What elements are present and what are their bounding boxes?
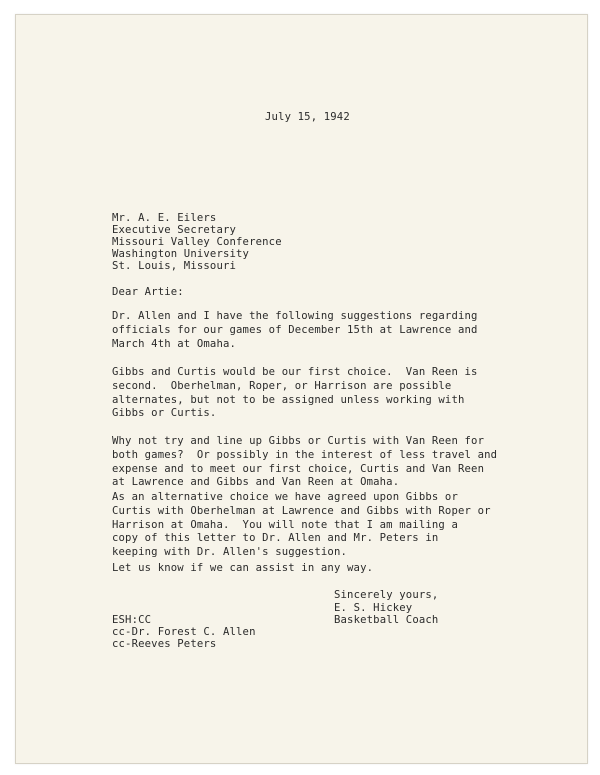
recipient-name: Mr. A. E. Eilers — [112, 212, 217, 224]
signature-title: Basketball Coach — [334, 614, 439, 626]
recipient-title: Executive Secretary — [112, 224, 237, 236]
body-paragraph-4: As an alternative choice we have agreed upon Gibbs or Curtis with Oberhelman at Lawrence and Gibbs with Roper or Harrison at Omaha. You will note that I am mailing a copy of this letter to Dr. Allen and Mr. Peters in keeping with Dr. Allen's suggestion. — [112, 491, 491, 559]
signature-name: E. S. Hickey — [334, 602, 413, 614]
reference-initials: ESH:CC — [112, 614, 152, 626]
body-paragraph-3: Why not try and line up Gibbs or Curtis with Van Reen for both games? Or possibly in the interest of less travel and expense and to meet our first choice, Curtis and Van Reen at Lawrence and Gibbs and Van Reen at Omaha. — [112, 435, 498, 489]
body-paragraph-5: Let us know if we can assist in any way. — [112, 562, 374, 574]
closing: Sincerely yours, — [334, 589, 439, 601]
body-paragraph-1: Dr. Allen and I have the following suggestions regarding officials for our games of December 15th at Lawrence and March 4th at Omaha. — [112, 310, 478, 350]
body-paragraph-2: Gibbs and Curtis would be our first choice. Van Reen is second. Oberhelman, Roper, or Harrison are possible alternates, but not to be assigned unless working with Gibbs or Curtis. — [112, 366, 478, 420]
recipient-organization: Missouri Valley Conference — [112, 236, 282, 248]
salutation: Dear Artie: — [112, 286, 184, 298]
letter-date: July 15, 1942 — [265, 111, 350, 123]
recipient-institution: Washington University — [112, 248, 250, 260]
cc-item: cc-Reeves Peters — [112, 638, 217, 650]
cc-item: cc-Dr. Forest C. Allen — [112, 626, 256, 638]
recipient-city: St. Louis, Missouri — [112, 260, 237, 272]
